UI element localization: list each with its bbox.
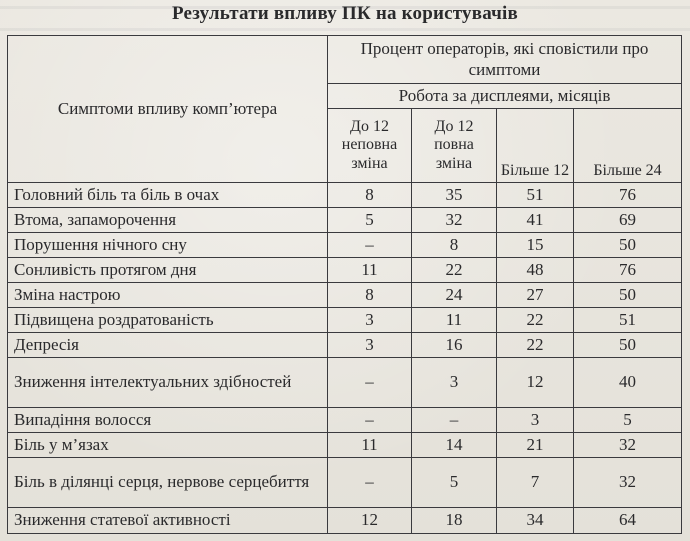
table-row <box>8 233 682 258</box>
symptom-cell: Головний біль та біль в очах <box>8 183 328 208</box>
value-cell: 76 <box>574 258 682 283</box>
value-cell: 16 <box>412 333 497 358</box>
table-row <box>8 458 682 508</box>
value-cell: 11 <box>412 308 497 333</box>
value-cell: – <box>328 408 412 433</box>
value-cell: 41 <box>497 208 574 233</box>
value-cell: 69 <box>574 208 682 233</box>
column-header: Більше 24 <box>574 109 682 183</box>
symptoms-table <box>7 35 682 534</box>
value-cell: 48 <box>497 258 574 283</box>
symptom-cell: Втома, запаморочення <box>8 208 328 233</box>
value-cell: 22 <box>497 333 574 358</box>
value-cell: 35 <box>412 183 497 208</box>
value-cell: 12 <box>497 358 574 408</box>
table-title: Результати впливу ПК на користувачів <box>172 3 518 24</box>
value-cell: 24 <box>412 283 497 308</box>
value-cell: 32 <box>574 433 682 458</box>
column-header: Більше 12 <box>497 109 574 183</box>
table-row <box>8 308 682 333</box>
value-cell: 8 <box>328 283 412 308</box>
symptom-cell: Біль у м’язах <box>8 433 328 458</box>
table-row <box>8 433 682 458</box>
symptom-cell: Зниження інтелектуальних здібностей <box>8 358 328 408</box>
bleed-through-line <box>0 28 690 31</box>
table-row <box>8 408 682 433</box>
value-cell: 27 <box>497 283 574 308</box>
value-cell: 5 <box>412 458 497 508</box>
display-work-header: Робота за дисплеями, місяців <box>328 84 682 109</box>
value-cell: 15 <box>497 233 574 258</box>
column-header: До 12 неповна зміна <box>328 109 412 183</box>
value-cell: 8 <box>328 183 412 208</box>
value-cell: – <box>412 408 497 433</box>
value-cell: 21 <box>497 433 574 458</box>
value-cell: 51 <box>497 183 574 208</box>
symptom-cell: Зниження статевої активності <box>8 508 328 534</box>
value-cell: 32 <box>412 208 497 233</box>
table-row <box>8 208 682 233</box>
symptom-cell: Зміна настрою <box>8 283 328 308</box>
value-cell: 11 <box>328 433 412 458</box>
value-cell: 50 <box>574 333 682 358</box>
table-row <box>8 333 682 358</box>
symptom-cell: Депресія <box>8 333 328 358</box>
value-cell: 40 <box>574 358 682 408</box>
symptom-cell: Порушення нічного сну <box>8 233 328 258</box>
value-cell: 5 <box>328 208 412 233</box>
value-cell: 7 <box>497 458 574 508</box>
value-cell: 11 <box>328 258 412 283</box>
symptom-column-header: Симптоми впливу комп’ютера <box>8 36 328 183</box>
value-cell: – <box>328 358 412 408</box>
symptom-cell: Випадіння волосся <box>8 408 328 433</box>
value-cell: 50 <box>574 233 682 258</box>
value-cell: 3 <box>497 408 574 433</box>
value-cell: – <box>328 458 412 508</box>
table-row <box>8 283 682 308</box>
table-row <box>8 358 682 408</box>
table-body <box>8 183 682 534</box>
value-cell: 76 <box>574 183 682 208</box>
value-cell: 32 <box>574 458 682 508</box>
value-cell: 64 <box>574 508 682 534</box>
value-cell: 12 <box>328 508 412 534</box>
value-cell: 51 <box>574 308 682 333</box>
value-cell: 22 <box>412 258 497 283</box>
value-cell: 18 <box>412 508 497 534</box>
value-cell: 3 <box>412 358 497 408</box>
symptom-cell: Підвищена роздратованість <box>8 308 328 333</box>
value-cell: 34 <box>497 508 574 534</box>
value-cell: 3 <box>328 333 412 358</box>
table-row <box>8 183 682 208</box>
table-row <box>8 258 682 283</box>
value-cell: 5 <box>574 408 682 433</box>
symptom-cell: Сонливість протягом дня <box>8 258 328 283</box>
value-cell: 22 <box>497 308 574 333</box>
value-cell: 3 <box>328 308 412 333</box>
column-header: До 12 повна зміна <box>412 109 497 183</box>
value-cell: 14 <box>412 433 497 458</box>
value-cell: 50 <box>574 283 682 308</box>
table-row <box>8 508 682 534</box>
symptom-cell: Біль в ділянці серця, нервове серцебиття <box>8 458 328 508</box>
table-header <box>8 36 682 183</box>
value-cell: 8 <box>412 233 497 258</box>
percent-header: Процент операторів, які сповістили про симптоми <box>328 36 682 84</box>
value-cell: – <box>328 233 412 258</box>
